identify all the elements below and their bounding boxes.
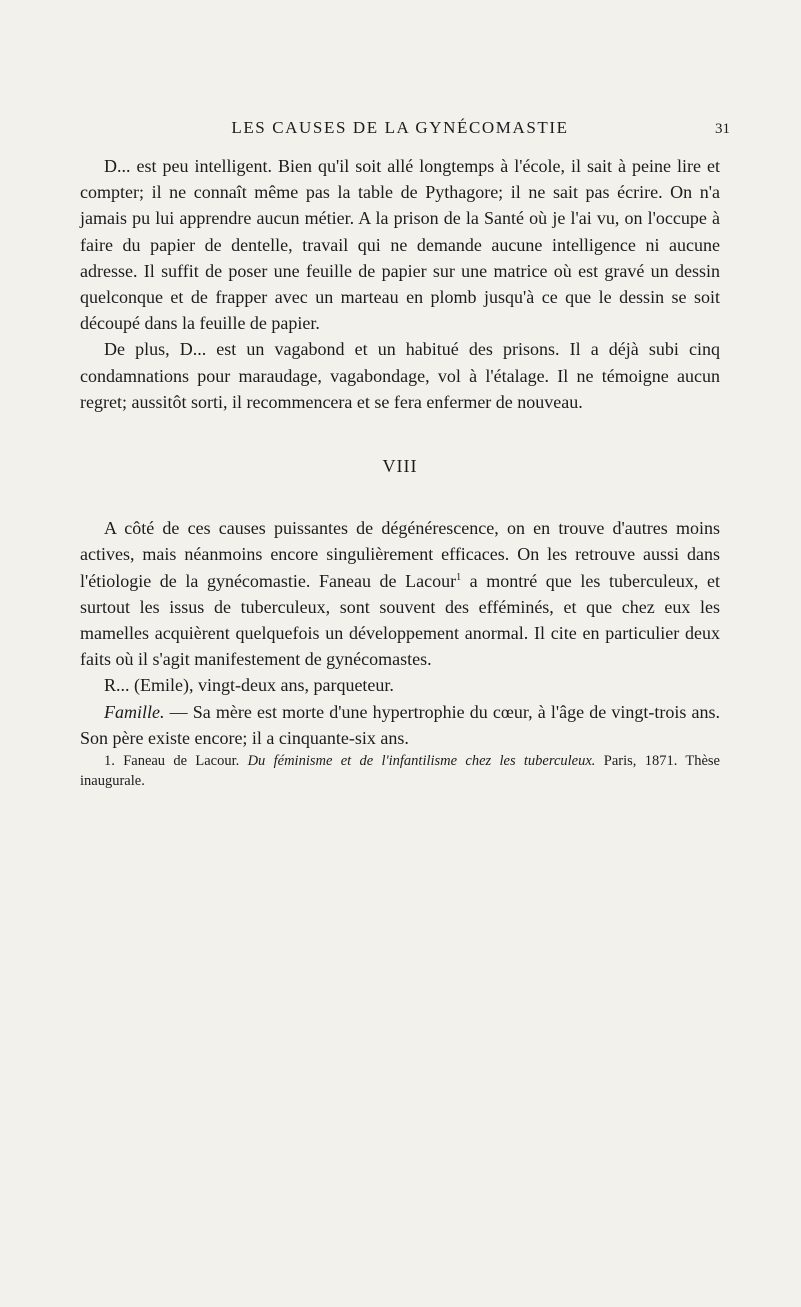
page-number: 31 [715,121,730,137]
paragraph-5 [80,699,720,751]
paragraph-5-text: — Sa mère est morte d'une hypertrophie du cœur, à l'âge de vingt-trois ans. Son père existe encore; il a cinquante-six ans. [80,701,720,748]
paragraph-1: D... est peu intelligent. Bien qu'il soit allé longtemps à l'école, il sait à peine lire et compter; il ne connaît même pas la table de Pythagore; il ne sait pas écrire. On n'a jamais pu lui apprendre aucun métier. A la prison de la Santé où je l'ai vu, on l'occupe à faire du papier de dentelle, travail qui ne demande aucune intelligence ni aucune adresse. Il suffit de poser une feuille de papier sur une matrice où est gravé un dessin quelconque et de frapper avec un marteau en plomb jusqu'à ce que le dessin se soit découpé dans la feuille de papier. [80,156,720,334]
section-heading: VIII [382,456,418,477]
paragraph-3-end: a montré que les tuberculeux, et surtout les issus de tuberculeux, sont souvent des efféminés, et que chez eux les mamelles acquièrent quelquefois un développement anormal. Il cite en particulier deux faits où il s'agit manifestement de gynécomastes. [80,570,720,670]
paragraph-5-label: Famille. [104,701,165,722]
paragraph-3-start: A côté de ces causes puissantes de dégénérescence, on en trouve d'autres moins actives, mais néanmoins encore singulièrement efficaces. On les retrouve aussi dans l'étiologie de la gynécomastie. Faneau de Lacour [80,518,720,591]
body-text [80,153,720,791]
paragraph-2: De plus, D... est un vagabond et un habitué des prisons. Il a déjà subi cinq condamnations pour maraudage, vagabondage, vol à l'étalage. Il ne témoigne aucun regret; aussitôt sorti, il recommencera et se fera enfermer de nouveau. [80,339,720,412]
footnote-author: Faneau de Lacour. [114,753,248,770]
footnote-reference: 1 [456,571,462,583]
running-head [80,118,730,142]
footnote-number: 1. [104,753,115,770]
footnote [80,751,720,791]
paragraph-4: R... (Emile), vingt-deux ans, parqueteur. [104,675,394,696]
running-title: LES CAUSES DE LA GYNÉCOMASTIE [231,118,569,137]
footnote-details: Paris, 1871. Thèse inaugurale. [80,753,720,790]
footnote-title: Du féminisme et de l'infantilisme chez les tuberculeux. [247,753,596,770]
paragraph-3 [80,515,720,672]
